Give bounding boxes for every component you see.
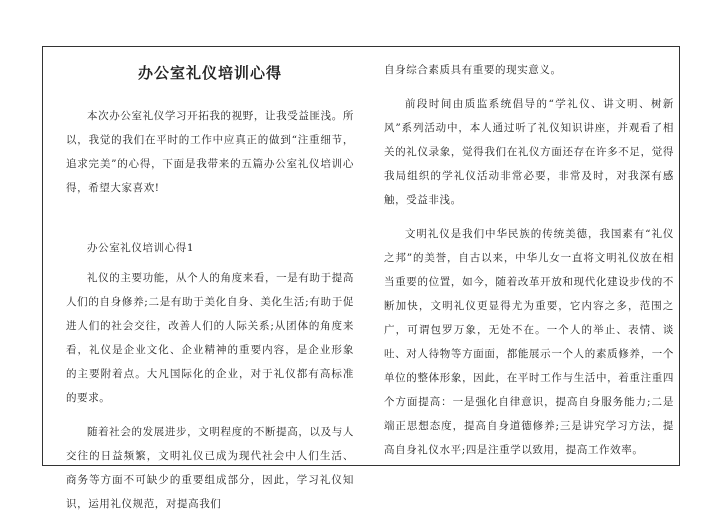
body-paragraph: 前段时间由质监系统倡导的“学礼仪、讲文明、树新风”系列活动中，本人通过听了礼仪知识讲座，并观看了相关的礼仪录象，觉得我们在礼仪方面还存在许多不足，觉得我局组织的学礼仪活动非常必要，非常及时，对我深有感触，受益非浅。: [384, 98, 674, 206]
right-column: [384, 58, 674, 462]
body-paragraph: 随着社会的发展进步，文明程度的不断提高，以及与人交往的日益频繁，文明礼仪已成为现代社会中人们生活、商务等方面不可缺少的重要组成部分，因此，学习礼仪知识，运用礼仪规范，对提高我们: [66, 426, 354, 510]
body-paragraph: 文明礼仪是我们中华民族的传统美德，我国素有“礼仪之邦”的美誉，自古以来，中华儿女一直将文明礼仪放在相当重要的位置，如今，随着改革开放和现代化建设步伐的不断加快，文明礼仪更显得尤为重要，它内容之多，范围之广，可谓包罗万象，无处不在。一个人的举止、表情、谈吐、对人待物等方面面，都能展示一个人的素质修养，一个单位的整体形象，因此，在平时工作与生活中，着重注重四个方面提高：一是强化自律意识，提高自身服务能力;二是端正思想态度，提高自身道德修养;三是讲究学习方法，提高自身礼仪水平;四是注重学以致用，提高工作效率。: [384, 228, 674, 456]
left-column: [66, 58, 354, 516]
continuation-line: 自身综合素质具有重要的现实意义。: [384, 64, 562, 76]
document-title: 办公室礼仪培训心得: [137, 64, 282, 82]
section-heading: 办公室礼仪培训心得1: [87, 242, 195, 254]
body-paragraph: 礼仪的主要功能，从个人的角度来看，一是有助于提高人们的自身修养;二是有助于美化自身、美化生活;有助于促进人们的社会交往，改善人们的人际关系;从团体的角度来看，礼仪是企业文化、企业精神的重要内容，是企业形象的主要附着点。大凡国际化的企业，对于礼仪都有高标准的要求。: [66, 272, 354, 404]
intro-paragraph: 本次办公室礼仪学习开拓我的视野，让我受益匪浅。所以，我觉的我们在平时的工作中应真正的做到“注重细节，追求完美”的心得，下面是我带来的五篇办公室礼仪培训心得，希望大家喜欢!: [66, 110, 354, 194]
